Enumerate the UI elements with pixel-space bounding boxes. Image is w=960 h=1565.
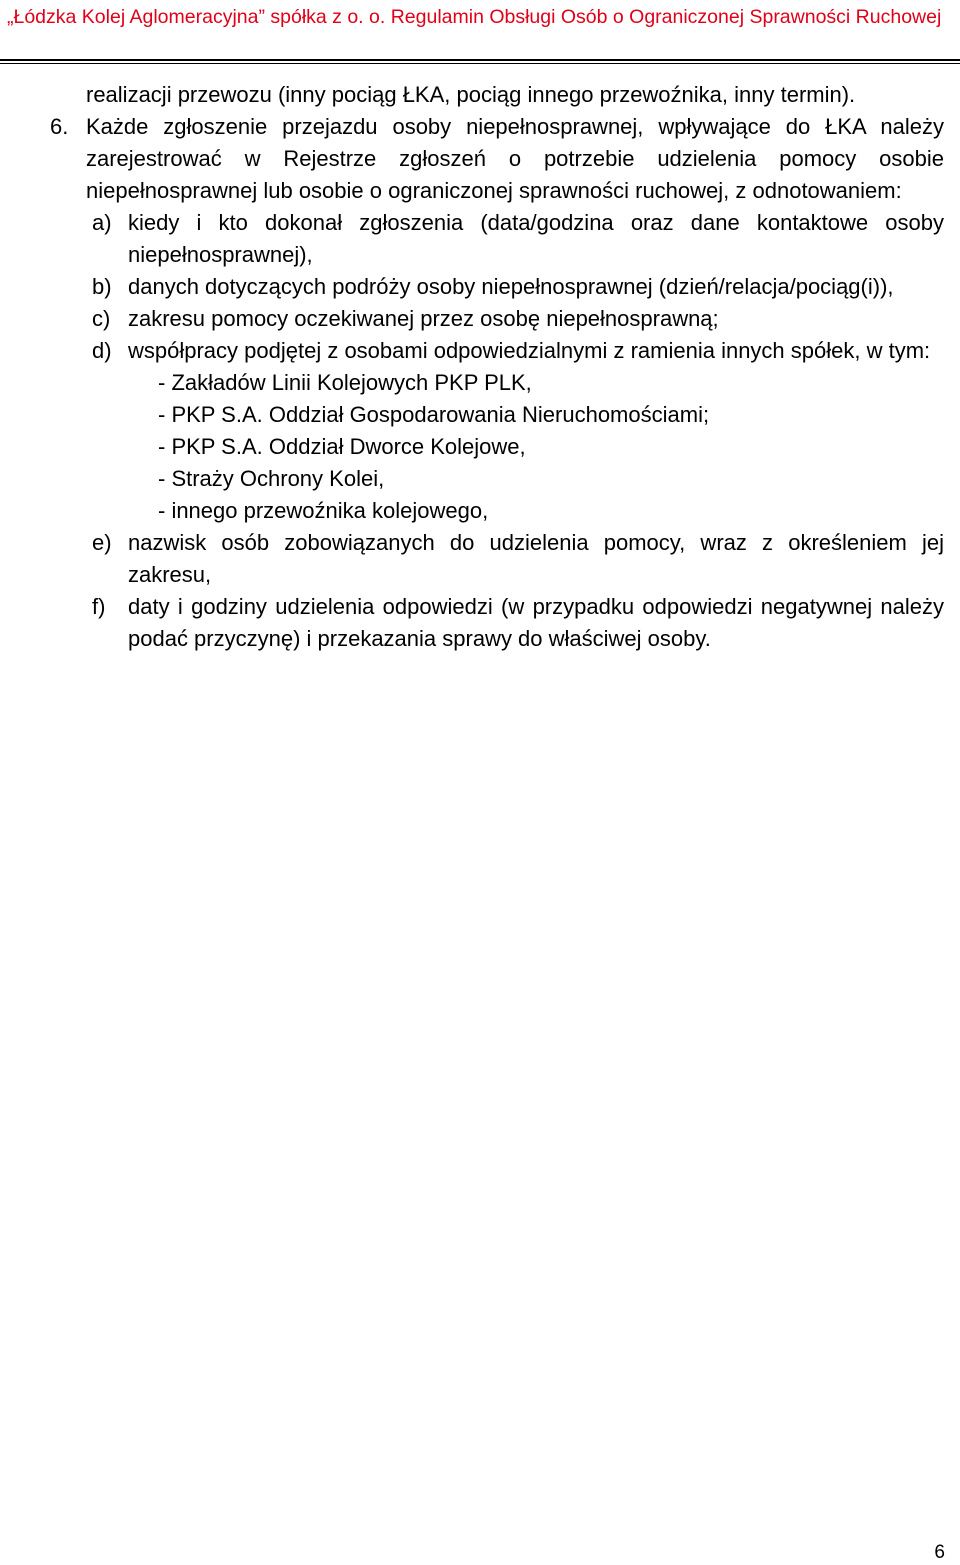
list-label: c) — [92, 306, 111, 331]
list-item-text: nazwisk osób zobowiązanych do udzielenia pomocy, wraz z określeniem jej zakresu, — [128, 530, 944, 587]
list-label: d) — [92, 338, 112, 363]
header-rule-thin — [0, 63, 960, 64]
list-label: a) — [92, 210, 112, 235]
list-item-d — [86, 335, 944, 367]
list-label: e) — [92, 530, 112, 555]
list-item-b — [86, 271, 944, 303]
sub-list-item: - Straży Ochrony Kolei, — [158, 466, 385, 491]
page-header: „Łódzka Kolej Aglomeracyjna” spółka z o. o. Regulamin Obsługi Osób o Ograniczonej Sprawności Ruchowej — [7, 6, 942, 28]
intro-paragraph: realizacji przewozu (inny pociąg ŁKA, pociąg innego przewoźnika, inny termin). — [86, 82, 856, 107]
list-item-text: kiedy i kto dokonał zgłoszenia (data/godzina oraz dane kontaktowe osoby niepełnosprawnej), — [128, 210, 944, 267]
point-6-text: Każde zgłoszenie przejazdu osoby niepełnosprawnej, wpływające do ŁKA należy zarejestrować w Rejestrze zgłoszeń o potrzebie udzielenia pomocy osobie niepełnosprawnej lub osobie o ograniczonej sprawności ruchowej, z odnotowaniem: — [86, 114, 944, 203]
header-rule — [0, 59, 960, 61]
sub-list-item: - PKP S.A. Oddział Dworce Kolejowe, — [158, 434, 526, 459]
list-item-f — [86, 591, 944, 655]
list-item-text: daty i godziny udzielenia odpowiedzi (w przypadku odpowiedzi negatywnej należy podać przyczynę) i przekazania sprawy do właściwej osoby. — [128, 594, 944, 651]
list-item-text: danych dotyczących podróży osoby niepełnosprawnej (dzień/relacja/pociąg(i)), — [128, 274, 894, 299]
list-item-text: zakresu pomocy oczekiwanej przez osobę niepełnosprawną; — [128, 306, 719, 331]
point-6 — [50, 111, 944, 207]
list-label: b) — [92, 274, 112, 299]
list-item-a — [86, 207, 944, 271]
sub-list-item: - PKP S.A. Oddział Gospodarowania Nieruchomościami; — [158, 402, 710, 427]
list-item-e — [86, 527, 944, 591]
page-number: 6 — [934, 1542, 945, 1563]
document-body — [50, 79, 944, 655]
list-item-text: współpracy podjętej z osobami odpowiedzialnymi z ramienia innych spółek, w tym: — [128, 338, 931, 363]
sub-list-item: - innego przewoźnika kolejowego, — [158, 498, 489, 523]
list-label: f) — [92, 594, 106, 619]
list-item-c — [86, 303, 944, 335]
point-number: 6. — [50, 114, 69, 139]
sub-list-item: - Zakładów Linii Kolejowych PKP PLK, — [158, 370, 532, 395]
